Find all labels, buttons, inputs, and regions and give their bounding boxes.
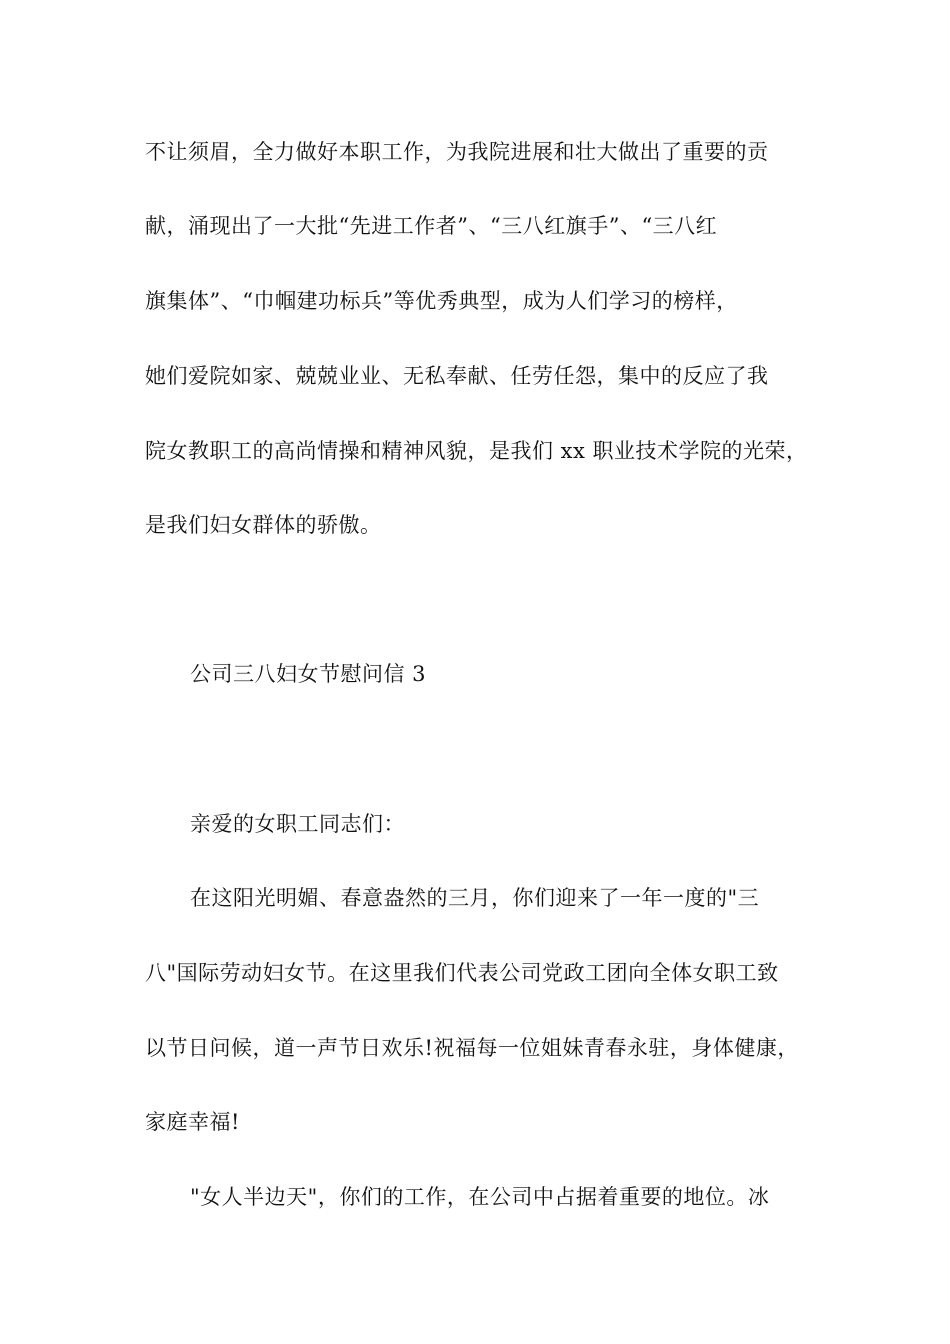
paragraph-line: 献，涌现出了一大批“先进工作者”、“三八红旗手”、“三八红 [145,214,718,238]
paragraph-line: 以节日问候，道一声节日欢乐!祝福每一位姐妹青春永驻，身体健康， [145,1036,799,1060]
paragraph-line: 不让须眉，全力做好本职工作，为我院进展和壮大做出了重要的贡 [145,140,769,164]
section-title: 公司三八妇女节慰问信 3 [190,662,427,686]
paragraph-line: 院女教职工的高尚情操和精神风貌，是我们 xx 职业技术学院的光荣， [145,439,808,463]
salutation: 亲爱的女职工同志们： [190,812,405,836]
paragraph-line: 八"国际劳动妇女节。在这里我们代表公司党政工团向全体女职工致 [145,961,779,985]
paragraph-line: "女人半边天"，你们的工作，在公司中占据着重要的地位。冰 [190,1185,770,1209]
paragraph-line: 她们爱院如家、兢兢业业、无私奉献、任劳任怨，集中的反应了我 [145,364,769,388]
paragraph-line: 旗集体”、“巾帼建功标兵”等优秀典型，成为人们学习的榜样， [145,289,738,313]
paragraph-line: 是我们妇女群体的骄傲。 [145,513,382,537]
paragraph-line: 家庭幸福! [145,1110,240,1134]
paragraph-line: 在这阳光明媚、春意盎然的三月，你们迎来了一年一度的"三 [190,886,760,910]
